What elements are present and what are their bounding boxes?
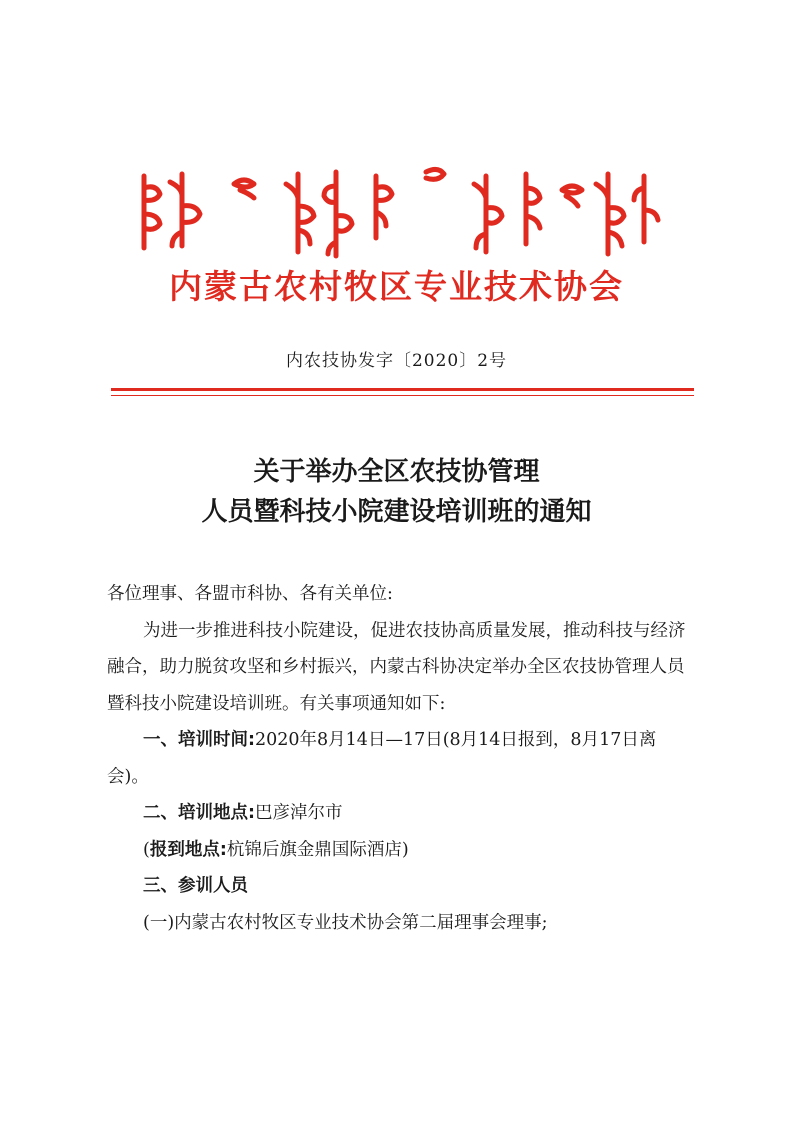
item-label: 三、参训人员 <box>143 876 248 896</box>
item-participants <box>107 868 697 905</box>
paren-open: ( <box>143 839 150 860</box>
intro-paragraph: 为进一步推进科技小院建设，促进农技协高质量发展，推动科技与经济融合，助力脱贫攻坚和乡村振兴，内蒙古科协决定举办全区农技协管理人员暨科技小院建设培训班。有关事项通知如下: <box>107 620 686 714</box>
red-header-rule-thin <box>111 395 694 396</box>
item-text: 巴彦淖尔市 <box>255 803 343 823</box>
notice-title-line-2: 人员暨科技小院建设培训班的通知 <box>201 497 592 527</box>
org-name-chinese: 内蒙古农村牧区专业技术协会 <box>169 267 624 306</box>
item-label: 二、培训地点: <box>143 803 255 823</box>
item-training-time <box>107 722 697 795</box>
mongolian-script-org-name-icon <box>130 166 665 262</box>
item-text: 2020年8月14日—17日(8月14日报到，8月17日离会)。 <box>107 730 657 787</box>
red-header-rule <box>111 388 694 391</box>
salutation: 各位理事、各盟市科协、各有关单位: <box>107 584 393 604</box>
notice-title-line-1: 关于举办全区农技协管理 <box>253 457 540 487</box>
notice-body <box>107 576 697 941</box>
item-text: 杭锦后旗金鼎国际酒店) <box>226 839 409 860</box>
notice-title <box>0 452 793 532</box>
item-label: 报到地点: <box>149 839 227 860</box>
participants-sub-item-1: (一)内蒙古农村牧区专业技术协会第二届理事会理事; <box>143 912 548 933</box>
item-label: 一、培训时间: <box>143 730 255 750</box>
item-training-location <box>107 795 697 832</box>
item-registration-location <box>107 832 697 869</box>
document-number: 内农技协发字〔2020〕2号 <box>285 351 508 371</box>
